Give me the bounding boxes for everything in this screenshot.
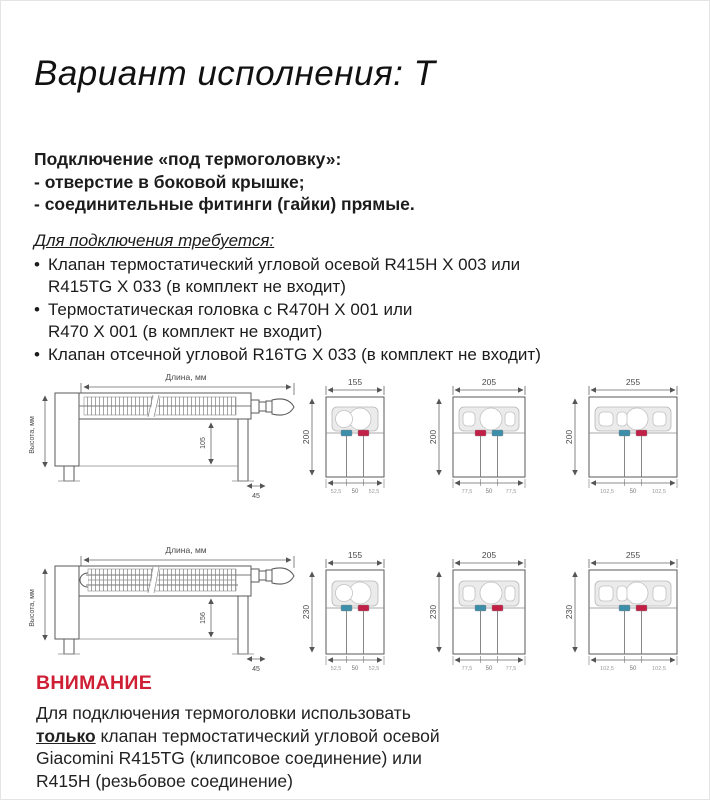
list-item <box>34 321 541 344</box>
segment-dim-center: 50 <box>351 666 359 672</box>
width-dim-label: 205 <box>481 550 497 560</box>
height-dim-label: Высота, мм <box>29 589 36 627</box>
height-dim-label: 200 <box>301 429 311 445</box>
height-dim-label: 230 <box>301 604 311 620</box>
segment-dim-center: 50 <box>485 666 493 672</box>
supply-pipe-stub <box>475 430 486 436</box>
width-dim-label: 205 <box>481 377 497 387</box>
segment-dim-center: 50 <box>629 666 637 672</box>
list-item-text: Термостатическая головка с R470H X 001 или <box>48 299 413 319</box>
return-pipe-stub <box>492 605 503 611</box>
segment-dim-left: 102,5 <box>600 666 614 672</box>
warning-line-1: Для подключения термоголовки использовать <box>36 703 411 723</box>
height-dim-label: 230 <box>428 604 438 620</box>
cross-section-205-row2 <box>429 548 543 678</box>
inner-dim-label-row2: 156 <box>200 612 207 624</box>
side-view-drawing-row2 <box>26 544 311 677</box>
return-pipe-stub <box>358 605 369 611</box>
segment-dim-right: 102,5 <box>652 489 666 495</box>
segment-dim-right: 77,5 <box>505 666 517 672</box>
cross-section-255-row1 <box>565 375 695 501</box>
list-item <box>34 276 541 299</box>
cross-section-155-row1 <box>302 375 402 501</box>
bullet-marker: • <box>34 254 40 274</box>
list-item <box>34 254 541 277</box>
requirements-section <box>34 230 541 366</box>
segment-dim-center: 50 <box>351 489 359 495</box>
width-dim-label: 155 <box>347 550 363 560</box>
return-pipe-stub <box>492 430 503 436</box>
segment-dim-center: 50 <box>485 489 493 495</box>
segment-dim-right: 52,5 <box>368 489 380 495</box>
supply-pipe-stub <box>619 605 630 611</box>
connection-intro <box>34 148 415 216</box>
list-item-text: R470 X 001 (в комплект не входит) <box>48 322 323 341</box>
bullet-marker: • <box>34 344 40 364</box>
warning-paragraph <box>36 702 440 792</box>
list-item-text: Клапан термостатический угловой осевой R415H X 003 или <box>48 254 521 274</box>
intro-heading: Подключение «под термоголовку»: <box>34 149 342 169</box>
list-item <box>34 344 541 367</box>
bullet-marker: • <box>34 299 40 319</box>
supply-pipe-stub <box>341 605 352 611</box>
segment-dim-left: 52,5 <box>330 489 342 495</box>
warning-emphasis: только <box>36 725 96 746</box>
supply-pipe-stub <box>475 605 486 611</box>
cross-section-255-row2 <box>565 548 695 678</box>
list-item-text: Клапан отсечной угловой R16TG X 033 (в комплект не входит) <box>48 344 541 364</box>
height-dim-label: 200 <box>564 429 574 445</box>
page-title: Вариант исполнения: Т <box>34 54 436 93</box>
list-item <box>34 299 541 322</box>
width-dim-label: 255 <box>625 550 641 560</box>
segment-dim-left: 102,5 <box>600 489 614 495</box>
warning-line-4: R415H (резьбовое соединение) <box>36 770 293 791</box>
warning-line-2-rest: клапан термостатический угловой осевой <box>95 725 440 746</box>
intro-line-2: - соединительные фитинги (гайки) прямые. <box>34 194 415 214</box>
segment-dim-center: 50 <box>629 489 637 495</box>
warning-line-2 <box>36 725 440 748</box>
cross-section-205-row1 <box>429 375 543 501</box>
segment-dim-left: 52,5 <box>330 666 342 672</box>
return-pipe-stub <box>358 430 369 436</box>
inner-dim-label-row1: 105 <box>200 437 207 449</box>
length-dim-label: Длина, мм <box>165 372 207 382</box>
offset-dim-label-row1: 45 <box>252 493 260 500</box>
width-dim-label: 155 <box>347 377 363 387</box>
height-dim-label: Высота, мм <box>29 416 36 454</box>
list-item-text: R415TG X 033 (в комплект не входит) <box>48 277 346 296</box>
supply-pipe-stub <box>619 430 630 436</box>
cross-section-155-row2 <box>302 548 402 678</box>
segment-dim-left: 77,5 <box>461 666 473 672</box>
segment-dim-right: 52,5 <box>368 666 380 672</box>
segment-dim-right: 102,5 <box>652 666 666 672</box>
return-pipe-stub <box>636 605 647 611</box>
intro-line-1: - отверстие в боковой крышке; <box>34 171 305 192</box>
side-view-drawing-row1 <box>26 371 311 504</box>
height-dim-label: 230 <box>564 604 574 620</box>
width-dim-label: 255 <box>625 377 641 387</box>
height-dim-label: 200 <box>428 429 438 445</box>
supply-pipe-stub <box>341 430 352 436</box>
segment-dim-right: 77,5 <box>505 489 517 495</box>
warning-heading: ВНИМАНИЕ <box>36 672 153 694</box>
length-dim-label: Длина, мм <box>165 545 207 555</box>
segment-dim-left: 77,5 <box>461 489 473 495</box>
offset-dim-label-row2: 45 <box>252 666 260 673</box>
requirements-heading: Для подключения требуется: <box>34 231 275 250</box>
return-pipe-stub <box>636 430 647 436</box>
warning-line-3: Giacomini R415TG (клипсовое соединение) или <box>36 748 422 768</box>
